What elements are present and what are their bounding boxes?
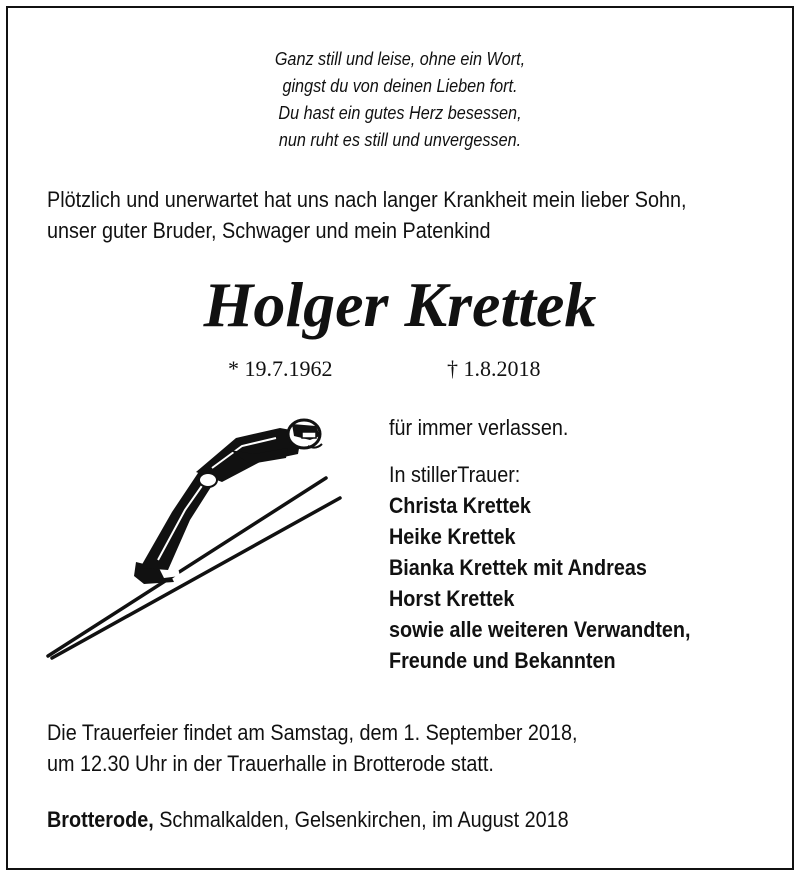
poem <box>40 46 760 154</box>
mourner-name: sowie alle weiteren Verwandten, <box>389 617 691 642</box>
ceremony-line: Die Trauerfeier findet am Samstag, dem 1. September 2018, <box>47 720 578 745</box>
left-text: für immer verlassen. <box>389 415 569 440</box>
mourner-name: Freunde und Bekannten <box>389 648 616 673</box>
ceremony-text <box>47 717 577 779</box>
poem-line: Ganz still und leise, ohne ein Wort, <box>274 49 526 69</box>
ski-jumper-icon <box>40 410 350 665</box>
poem-line: gingst du von deinen Lieben fort. <box>282 76 518 96</box>
poem-line: Du hast ein gutes Herz besessen, <box>278 103 522 123</box>
mourner-name: Bianka Krettek mit Andreas <box>389 555 647 580</box>
mourners-block <box>389 412 691 676</box>
place-rest: Schmalkalden, Gelsenkirchen, im August 2018 <box>153 807 569 832</box>
intro-line: unser guter Bruder, Schwager und mein Patenkind <box>47 218 491 243</box>
intro-text <box>47 184 686 246</box>
mourner-name: Christa Krettek <box>389 493 531 518</box>
mourning-heading: In stillerTrauer: <box>389 462 521 487</box>
death-date: † 1.8.2018 <box>447 356 541 381</box>
place-date-line <box>47 804 569 835</box>
birth-date: * 19.7.1962 <box>228 356 333 381</box>
place-primary: Brotterode, <box>47 807 154 832</box>
mourner-name: Heike Krettek <box>389 524 516 549</box>
ceremony-line: um 12.30 Uhr in der Trauerhalle in Brotterode statt. <box>47 751 494 776</box>
poem-line: nun ruht es still und unvergessen. <box>278 130 522 150</box>
intro-line: Plötzlich und unerwartet hat uns nach langer Krankheit mein lieber Sohn, <box>47 187 687 212</box>
mourner-name: Horst Krettek <box>389 586 515 611</box>
deceased-name: Holger Krettek <box>203 269 597 340</box>
